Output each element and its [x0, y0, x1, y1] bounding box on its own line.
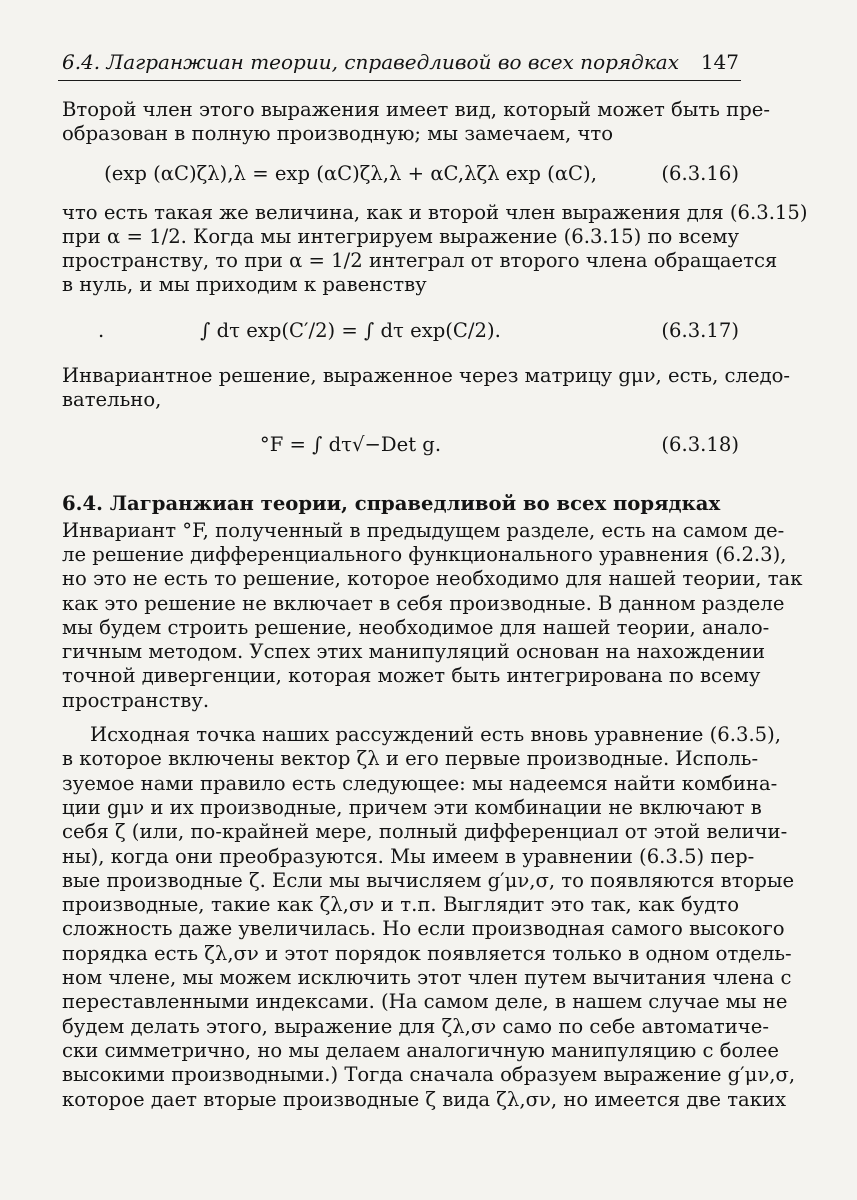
running-head-title: 6.4. Лагранжиан теории, справедливой во всех порядках: [62, 50, 679, 74]
text-line: пространству.: [62, 688, 210, 712]
text-line: в нуль, и мы приходим к равенству: [62, 273, 427, 297]
text-line: ле решение дифференциального функционального уравнения (6.2.3),: [62, 542, 787, 566]
text-line: Исходная точка наших рассуждений есть вновь уравнение (6.3.5),: [90, 723, 782, 747]
text-line: что есть такая же величина, как и второй член выражения для (6.3.15): [62, 200, 808, 224]
text-line: Второй член этого выражения имеет вид, который может быть пре-: [62, 98, 770, 121]
text-line: но это не есть то решение, которое необходимо для нашей теории, так: [62, 567, 803, 591]
equation-6-3-16: [62, 147, 739, 201]
text-line: производные, такие как ζλ,σν и т.п. Выглядит это так, как будто: [62, 893, 739, 917]
equation-body: ∫ dτ exp(C′/2) = ∫ dτ exp(C/2).: [200, 318, 501, 342]
equation-number: (6.3.17): [661, 318, 739, 342]
text-line: при α = 1/2. Когда мы интегрируем выражение (6.3.15) по всему: [62, 224, 739, 248]
equation-6-3-17: [62, 298, 739, 364]
text-line: образован в полную производную; мы замечаем, что: [62, 122, 614, 146]
text-line: себя ζ (или, по-крайней мере, полный дифференциал от этой величи-: [62, 820, 788, 844]
paragraph-invariant-solution: [62, 363, 791, 413]
text-line: переставленными индексами. (На самом деле, в нашем случае мы не: [62, 990, 788, 1014]
page-body: [62, 98, 808, 1112]
text-line: зуемое нами правило есть следующее: мы надеемся найти комбина-: [62, 771, 778, 795]
text-line: будем делать этого, выражение для ζλ,σν само по себе автоматиче-: [62, 1014, 769, 1038]
text-line: гичным методом. Успех этих манипуляций основан на нахождении: [62, 640, 766, 664]
paragraph-starting-point: [62, 723, 796, 1112]
text-line: ны), когда они преобразуются. Мы имеем в уравнении (6.3.5) пер-: [62, 844, 755, 868]
equation-number: (6.3.18): [661, 433, 739, 457]
text-line: высокими производными.) Тогда сначала образуем выражение g′μν,σ,: [62, 1063, 796, 1087]
text-line: мы будем строить решение, необходимое для нашей теории, анало-: [62, 615, 770, 639]
paragraph-intro: [62, 98, 770, 147]
text-line: которое дает вторые производные ζ вида ζλ,σν, но имеется две таких: [62, 1087, 787, 1111]
paragraph-after-6-3-16: [62, 200, 808, 298]
paragraph-section-intro: [62, 518, 803, 713]
text-line: вые производные ζ. Если мы вычисляем g′μν,σ, то появляются вторые: [62, 868, 795, 892]
text-line: пространству, то при α = 1/2 интеграл от второго члена обращается: [62, 249, 778, 273]
text-line: ции gμν и их производные, причем эти комбинации не включают в: [62, 795, 762, 819]
equation-number: (6.3.16): [661, 161, 739, 185]
text-line: Инвариантное решение, выраженное через матрицу gμν, есть, следо-: [62, 363, 791, 387]
text-line: ном члене, мы можем исключить этот член путем вычитания члена с: [62, 966, 792, 990]
margin-dot: .: [98, 318, 105, 342]
text-line: ски симметрично, но мы делаем аналогичную манипуляцию с более: [62, 1038, 779, 1062]
text-line: Инвариант °F, полученный в предыдущем разделе, есть на самом де-: [62, 518, 785, 542]
text-line: вательно,: [62, 388, 162, 412]
text-line: сложность даже увеличилась. Но если производная самого высокого: [62, 917, 785, 941]
equation-body: °F = ∫ dτ√−Det g.: [259, 433, 442, 457]
page-number: 147: [700, 50, 739, 74]
text-line: в которое включены вектор ζλ и его первые производные. Исполь-: [62, 747, 759, 771]
equation-body: (exp (αC)ζλ),λ = exp (αC)ζλ,λ + αC,λζλ exp (αC),: [104, 161, 597, 185]
text-line: точной дивергенции, которая может быть интегрирована по всему: [62, 664, 761, 688]
equation-6-3-18: [62, 412, 739, 478]
text-line: как это решение не включает в себя производные. В данном разделе: [62, 591, 785, 615]
header-rule: [58, 80, 741, 81]
section-heading: 6.4. Лагранжиан теории, справедливой во всех порядках: [62, 492, 721, 516]
text-line: порядка есть ζλ,σν и этот порядок появляется только в одном отдель-: [62, 941, 792, 965]
